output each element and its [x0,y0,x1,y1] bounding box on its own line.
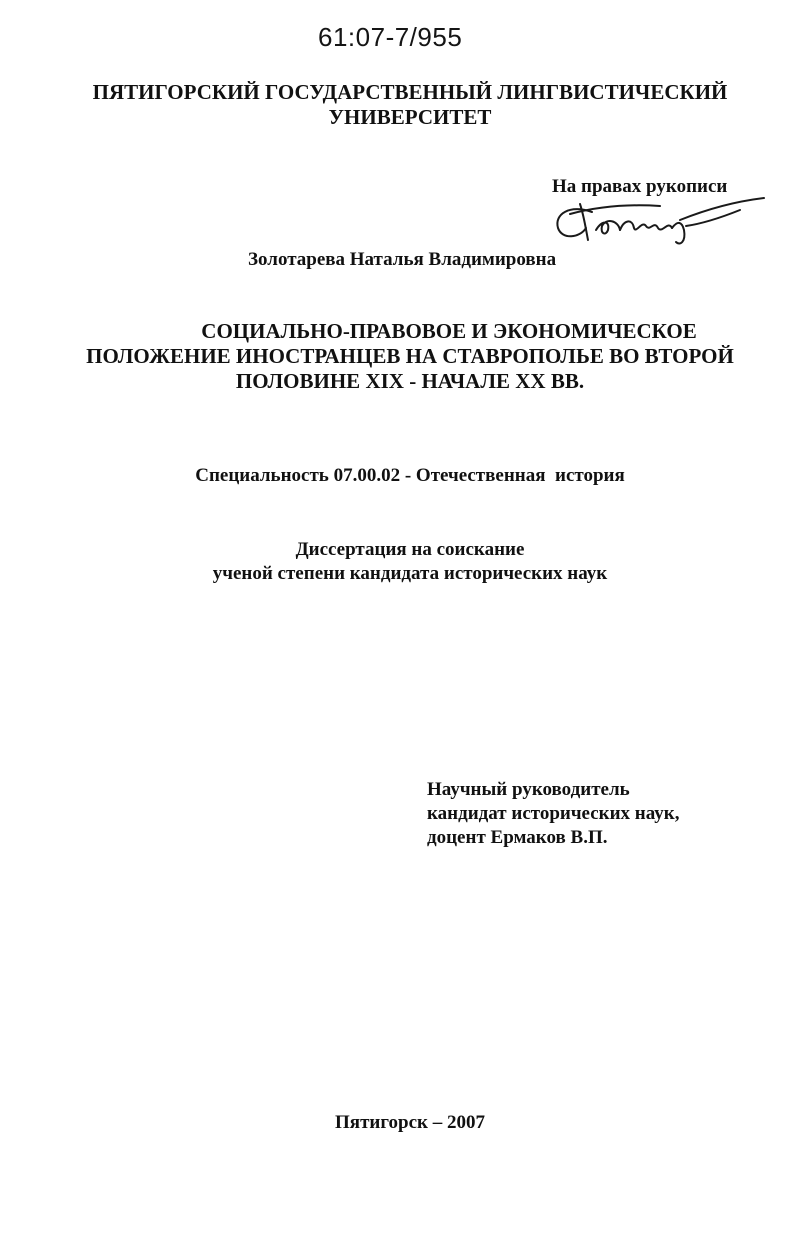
specialty: Специальность 07.00.02 - Отечественная история [195,465,625,486]
manuscript-rights-note: На правах рукописи [552,176,728,197]
university-name [60,80,760,130]
handwritten-signature [540,190,770,250]
dissertation-line-1: Диссертация на соискание [295,539,525,560]
advisor-line-2: кандидат исторических наук, [427,803,680,824]
title-line-1: СОЦИАЛЬНО-ПРАВОВОЕ И ЭКОНОМИЧЕСКОЕ [201,319,697,343]
title-line-2: ПОЛОЖЕНИЕ ИНОСТРАНЦЕВ НА СТАВРОПОЛЬЕ ВО ВТОРОЙ [86,344,734,368]
scientific-advisor [427,778,679,850]
university-line-2: УНИВЕРСИТЕТ [328,105,492,129]
dissertation-title [80,319,740,394]
place-and-year: Пятигорск – 2007 [335,1112,485,1133]
advisor-line-1: Научный руководитель [427,779,630,800]
dissertation-degree [60,538,760,586]
archive-code: 61:07-7/955 [318,22,463,52]
dissertation-line-2: ученой степени кандидата исторических наук [212,563,608,584]
author-name: Золотарева Наталья Владимировна [248,249,557,270]
university-line-1: ПЯТИГОРСКИЙ ГОСУДАРСТВЕННЫЙ ЛИНГВИСТИЧЕСКИЙ [92,80,728,104]
advisor-line-3: доцент Ермаков В.П. [427,827,608,848]
title-line-3: ПОЛОВИНЕ XIX - НАЧАЛЕ XX ВВ. [235,369,585,393]
